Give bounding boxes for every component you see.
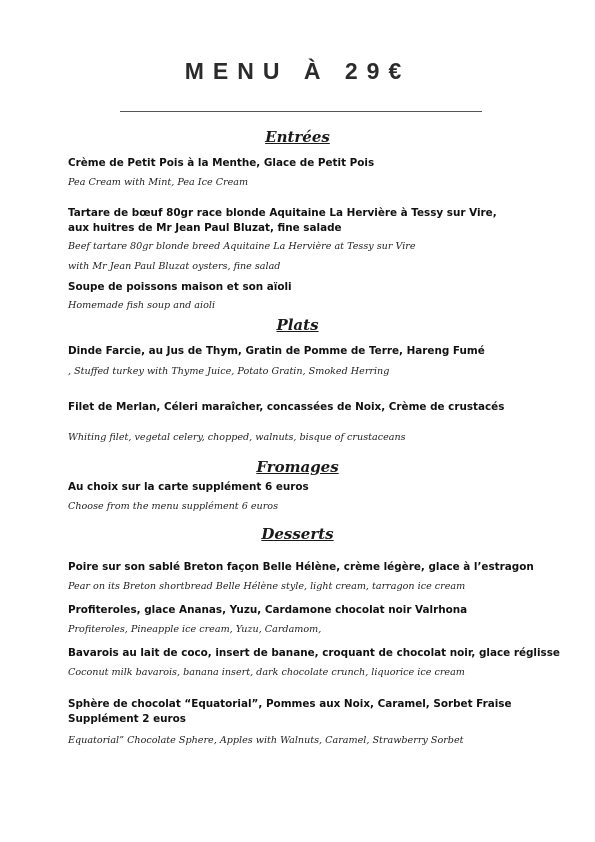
section-heading-desserts: Desserts bbox=[261, 525, 334, 543]
title-divider bbox=[120, 111, 482, 112]
dish-description: Homemade fish soup and aioli bbox=[68, 300, 216, 311]
dish-name: aux huitres de Mr Jean Paul Bluzat, fine salade bbox=[68, 222, 342, 234]
dish-description: Pear on its Breton shortbread Belle Hélène style, light cream, tarragon ice cream bbox=[68, 581, 466, 592]
dish-description: , Stuffed turkey with Thyme Juice, Potato Gratin, Smoked Herring bbox=[68, 366, 390, 377]
menu-title: MENU À 29€ bbox=[184, 58, 411, 84]
dish-name: Profiteroles, glace Ananas, Yuzu, Cardamone chocolat noir Valrhona bbox=[68, 604, 468, 616]
dish-name: Crème de Petit Pois à la Menthe, Glace de Petit Pois bbox=[68, 157, 375, 169]
dish-description: Pea Cream with Mint, Pea Ice Cream bbox=[68, 177, 249, 188]
dish-description: Beef tartare 80gr blonde breed Aquitaine La Hervière at Tessy sur Vire bbox=[68, 241, 416, 252]
dish-description: Equatorial” Chocolate Sphere, Apples with Walnuts, Caramel, Strawberry Sorbet bbox=[68, 735, 464, 746]
dish-name: Bavarois au lait de coco, insert de banane, croquant de chocolat noir, glace réglisse bbox=[68, 647, 560, 659]
dish-name: Poire sur son sablé Breton façon Belle Hélène, crème légère, glace à l’estragon bbox=[68, 561, 534, 573]
dish-name: Dinde Farcie, au Jus de Thym, Gratin de Pomme de Terre, Hareng Fumé bbox=[68, 345, 485, 357]
dish-name: Soupe de poissons maison et son aïoli bbox=[68, 281, 292, 293]
dish-description: with Mr Jean Paul Bluzat oysters, fine salad bbox=[68, 261, 281, 272]
dish-name: Tartare de bœuf 80gr race blonde Aquitaine La Hervière à Tessy sur Vire, bbox=[68, 207, 497, 219]
dish-description: Whiting filet, vegetal celery, chopped, walnuts, bisque of crustaceans bbox=[68, 432, 406, 443]
section-heading-fromages: Fromages bbox=[256, 458, 339, 476]
dish-description: Profiteroles, Pineapple ice cream, Yuzu, Cardamom, bbox=[68, 624, 322, 635]
dish-name: Supplément 2 euros bbox=[68, 713, 186, 725]
section-heading-entrees: Entrées bbox=[265, 128, 330, 146]
dish-name: Sphère de chocolat “Equatorial”, Pommes aux Noix, Caramel, Sorbet Fraise bbox=[68, 698, 512, 710]
section-heading-plats: Plats bbox=[276, 316, 319, 334]
dish-description: Coconut milk bavarois, banana insert, dark chocolate crunch, liquorice ice cream bbox=[68, 667, 465, 678]
dish-name: Au choix sur la carte supplément 6 euros bbox=[68, 481, 309, 493]
dish-description: Choose from the menu supplément 6 euros bbox=[68, 501, 279, 512]
dish-name: Filet de Merlan, Céleri maraîcher, concassées de Noix, Crème de crustacés bbox=[68, 401, 505, 413]
